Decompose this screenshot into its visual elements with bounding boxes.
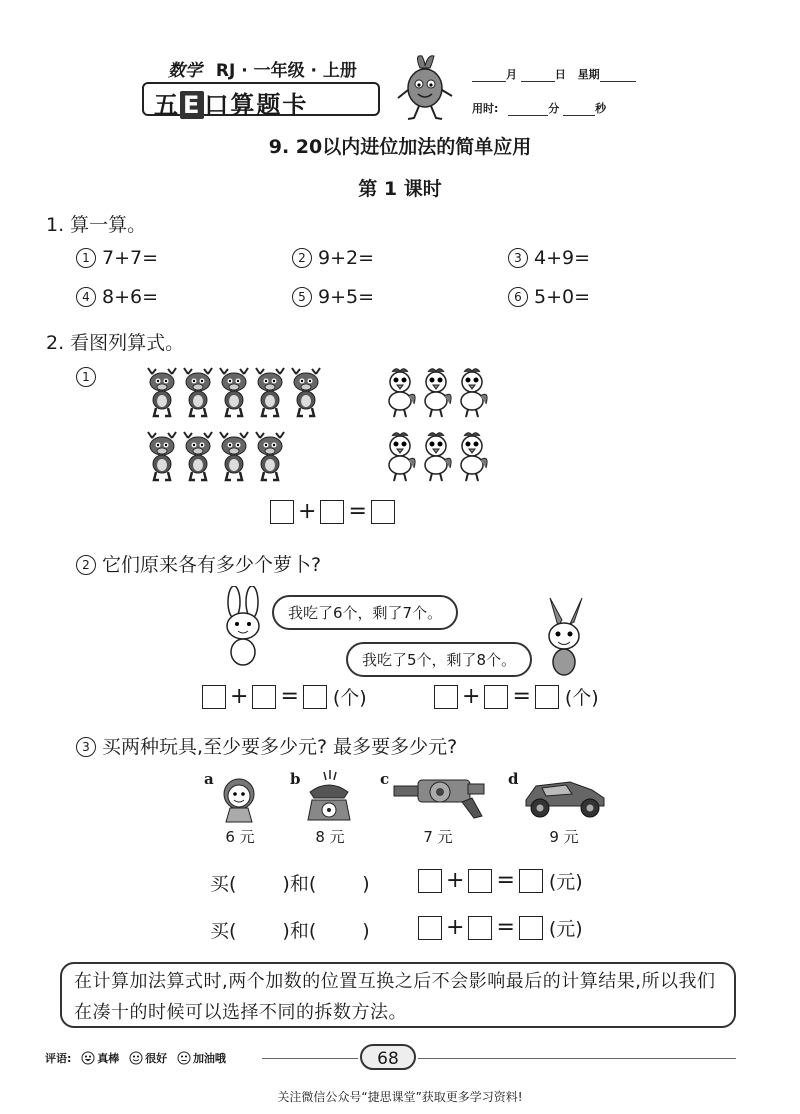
toy-c-price: 7 元 [423, 828, 453, 846]
edition-line [168, 56, 357, 81]
toy-b-letter: b [290, 770, 301, 788]
date-line [472, 66, 636, 82]
deer-group [148, 368, 320, 480]
lesson-subtitle: 第 1 课时 [358, 178, 442, 200]
answer-box[interactable] [418, 916, 442, 940]
toy-a-price: 6 元 [225, 828, 255, 846]
brand-suffix: 口算题卡 [204, 91, 309, 119]
answer-box[interactable] [484, 685, 508, 709]
toy-c-letter: c [380, 770, 390, 788]
answer-box[interactable] [519, 869, 543, 893]
brand-prefix: 五 [154, 91, 180, 119]
rating-row [45, 1050, 226, 1066]
rabbit-right-icon [536, 596, 592, 678]
answer-box[interactable] [303, 685, 327, 709]
doll-toy-icon [214, 774, 264, 824]
section2-heading: 2. 看图列算式。 [46, 332, 185, 354]
answer-box[interactable] [202, 685, 226, 709]
problem-2: 2 9+2= [292, 247, 374, 269]
answer-box[interactable] [371, 500, 395, 524]
time-label: 用时: [472, 102, 499, 115]
rating-good: 很好 [145, 1052, 168, 1065]
problem-4: 4 8+6= [76, 286, 158, 308]
day-label: 日 [554, 68, 566, 81]
animals-picture [140, 364, 520, 488]
problem-3: 3 4+9= [508, 247, 590, 269]
unit-label: (元) [548, 871, 583, 893]
answer-box[interactable] [252, 685, 276, 709]
answer-box[interactable] [434, 685, 458, 709]
smiley-good-icon [129, 1051, 143, 1065]
subject-label: 数学 [168, 61, 202, 81]
tip-box: 在计算加法算式时,两个加数的位置互换之后不会影响最后的计算结果,所以我们在凑十的时候可以选择不同的拆数方法。 [60, 962, 736, 1028]
toy-gun-icon [392, 776, 486, 820]
answer-box[interactable] [418, 869, 442, 893]
footer-note: 关注微信公众号“捷思课堂”获取更多学习资料! [277, 1090, 523, 1104]
second-label: 秒 [595, 102, 607, 115]
rating-label: 评语: [45, 1052, 72, 1065]
equation-q2-left: + = (个) [202, 683, 367, 710]
answer-box[interactable] [535, 685, 559, 709]
answer-box[interactable] [519, 916, 543, 940]
hen-group [389, 369, 487, 481]
brand-logo [142, 82, 380, 119]
buy-row-2-label: 买( )和( ) [210, 920, 370, 942]
toy-car-icon [518, 774, 610, 820]
divider-left [262, 1058, 358, 1059]
unit-label: (个) [332, 687, 367, 709]
answer-box[interactable] [468, 869, 492, 893]
question-3: 3 买两种玩具,至少要多少元? 最多要多少元? [76, 732, 457, 759]
edition-label: RJ · 一年级 · 上册 [215, 61, 357, 81]
smiley-cheer-icon [177, 1051, 191, 1065]
problem-1: 1 7+7= [76, 247, 158, 269]
buy-row-1-label: 买( )和( ) [210, 873, 370, 895]
speech-bubble-1: 我吃了6个，剩了7个。 [272, 595, 458, 630]
toy-a-letter: a [204, 770, 214, 788]
time-line [472, 100, 606, 116]
question-1-number: 1 [76, 366, 102, 388]
problem-6: 6 5+0= [508, 286, 590, 308]
equation-q3-min: + = (元) [418, 867, 583, 894]
rating-great: 真棒 [97, 1052, 120, 1065]
equation-q2-right: + = (个) [434, 683, 599, 710]
rabbit-left-icon [218, 586, 270, 668]
answer-box[interactable] [270, 500, 294, 524]
page-number: 68 [360, 1044, 416, 1070]
toy-b-price: 8 元 [315, 828, 345, 846]
minute-label: 分 [548, 102, 560, 115]
answer-box[interactable] [320, 500, 344, 524]
question-2: 2 它们原来各有多少个萝卜? [76, 550, 321, 577]
unit-label: (元) [548, 918, 583, 940]
answer-box[interactable] [468, 916, 492, 940]
week-label: 星期 [577, 68, 600, 81]
telephone-toy-icon [302, 770, 356, 824]
rating-cheer: 加油哦 [192, 1052, 226, 1065]
toy-d-letter: d [508, 770, 519, 788]
speech-bubble-2: 我吃了5个，剩了8个。 [346, 642, 532, 677]
toy-d-price: 9 元 [549, 828, 579, 846]
brand-letter: E [180, 91, 204, 119]
smiley-great-icon [81, 1051, 95, 1065]
equation-q1: + = [270, 499, 395, 524]
section1-heading: 1. 算一算。 [46, 214, 147, 236]
radish-mascot-icon [392, 52, 458, 122]
month-label: 月 [506, 68, 517, 81]
problem-5: 5 9+5= [292, 286, 374, 308]
equation-q3-max: + = (元) [418, 914, 583, 941]
divider-right [418, 1058, 736, 1059]
page-title: 9. 20以内进位加法的简单应用 [268, 136, 532, 158]
unit-label: (个) [564, 687, 599, 709]
